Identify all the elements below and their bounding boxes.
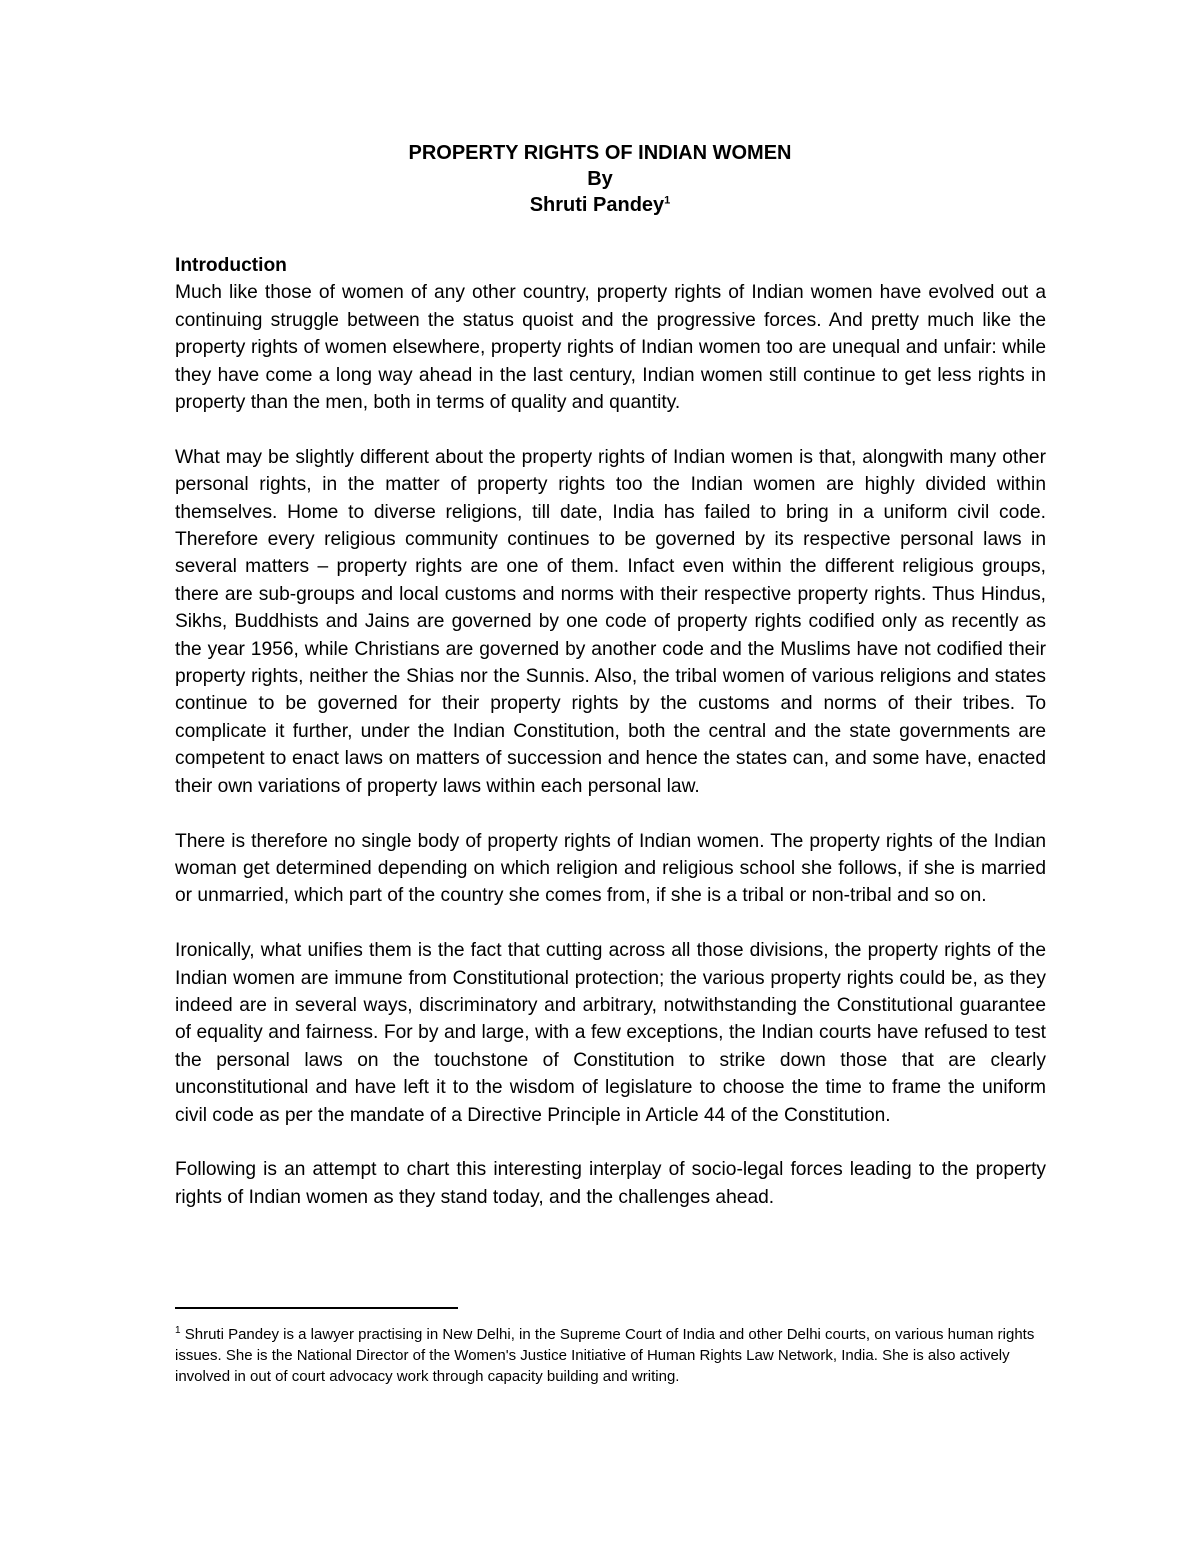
footnote-text: Shruti Pandey is a lawyer practising in New Delhi, in the Supreme Court of India and other Delhi courts, on various human rights issues. She is the National Director of the Women's Justice Initiative of Human Rights Law Network, India. She is also actively involved in out of court advocacy work through capacity building and writing. xyxy=(175,1326,1035,1385)
paragraph: There is therefore no single body of property rights of Indian women. The property rights of the Indian woman get determined depending on which religion and religious school she follows, if she is married or unmarried, which part of the country she comes from, if she is a tribal or non-tribal and so on. xyxy=(175,830,1046,907)
paragraph: What may be slightly different about the property rights of Indian women is that, alongwith many other personal rights, in the matter of property rights too the Indian women are highly divided within themselves. Home to diverse religions, till date, India has failed to bring in a uniform civil code. Therefore every religious community continues to be governed by its respective personal laws in several matters – property rights are one of them. Infact even within the different religious groups, there are sub-groups and local customs and norms with their respective property rights. Thus Hindus, Sikhs, Buddhists and Jains are governed by one code of property rights codified only as recently as the year 1956, while Christians are governed by another code and the Muslims have not codified their property rights, neither the Shias nor the Sunnis. Also, the tribal women of various religions and states continue to be governed for their property rights by the customs and norms of their tribes. To complicate it further, under the Indian Constitution, both the central and the state governments are competent to enact laws on matters of succession and hence the states can, and some have, enacted their own variations of property laws within each personal law. xyxy=(175,446,1046,797)
paragraph: Much like those of women of any other country, property rights of Indian women have evolved out a continuing struggle between the status quoist and the progressive forces. And pretty much like the property rights of women elsewhere, property rights of Indian women too are unequal and unfair: while they have come a long way ahead in the last century, Indian women still continue to get less rights in property than the men, both in terms of quality and quantity. xyxy=(175,282,1046,414)
author-name: Shruti Pandey xyxy=(529,194,665,216)
footnote-reference[interactable]: 1 xyxy=(664,194,671,207)
document-body xyxy=(175,252,1046,1239)
author-line xyxy=(0,192,1200,218)
paragraph: Ironically, what unifies them is the fact that cutting across all those divisions, the property rights of the Indian women are immune from Constitutional protection; the various property rights could be, as they indeed are in several ways, discriminatory and arbitrary, notwithstanding the Constitutional guarantee of equality and fairness. For by and large, with a few exceptions, the Indian courts have refused to test the personal laws on the touchstone of Constitution to strike down those that are clearly unconstitutional and have left it to the wisdom of legislature to choose the time to frame the uniform civil code as per the mandate of a Directive Principle in Article 44 of the Constitution. xyxy=(175,940,1046,1126)
by-line: By xyxy=(587,168,613,190)
section-heading-introduction: Introduction xyxy=(175,255,287,276)
footnote-separator xyxy=(175,1307,458,1309)
document-title: PROPERTY RIGHTS OF INDIAN WOMEN xyxy=(408,142,792,164)
footnote-marker: 1 xyxy=(175,1325,181,1336)
footnote xyxy=(175,1324,1046,1387)
paragraph: Following is an attempt to chart this interesting interplay of socio-legal forces leading to the property rights of Indian women as they stand today, and the challenges ahead. xyxy=(175,1159,1046,1208)
document-header xyxy=(0,140,1200,218)
